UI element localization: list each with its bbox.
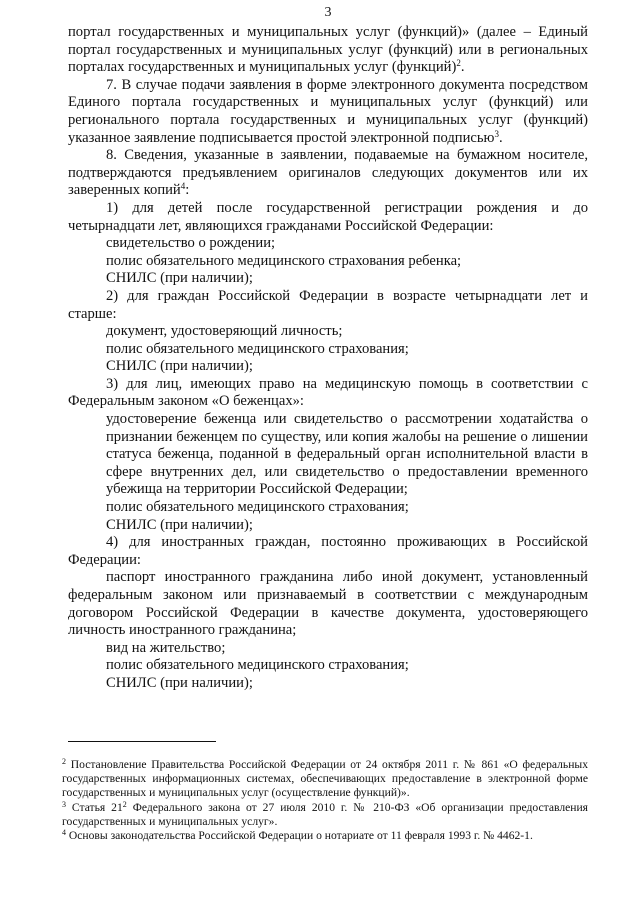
doc-item: СНИЛС (при наличии); <box>106 270 253 287</box>
footnote-ref-4[interactable]: 4 <box>180 181 186 192</box>
footnotes <box>62 758 588 843</box>
doc-item: СНИЛС (при наличии); <box>106 674 253 691</box>
doc-item: СНИЛС (при наличии); <box>106 516 253 533</box>
paragraph-7: 7. В случае подачи заявления в форме электронного документа посредством Единого портала государственных и муниципальных услуг (функций) или регионального портала государственных и муниципальных услуг (функций) указанное заявление подписывается простой электронной подписью$^3$. <box>68 76 588 146</box>
doc-item-refugee-certificate: удостоверение беженца или свидетельство о рассмотрении ходатайства о признании беженцем по существу, или копия жалобы на решение о лишении статуса беженца, поданной в федеральный орган исполнительной власти в сфере внутренних дел, или свидетельство о предоставлении временного убежища на территории Российской Федерации; <box>106 411 588 498</box>
footnote-ref-3[interactable]: 3 <box>494 128 499 139</box>
doc-item: полис обязательного медицинского страхования ребенка; <box>106 252 462 269</box>
paragraph-8: 8. Сведения, указанные в заявлении, подаваемые на бумажном носителе, подтверждаются предъявлением оригиналов следующих документов или их заверенных копий$^4$: <box>68 147 588 199</box>
doc-item: свидетельство о рождении; <box>106 235 276 252</box>
list-item-2: 2) для граждан Российской Федерации в возрасте четырнадцати лет и старше: <box>68 287 588 322</box>
footnote-3: $^3$ Статья $21^2$ Федерального закона от 27 июля 2010 г. № 210-ФЗ «Об организации предоставления государственных и муниципальных услуг». <box>62 799 588 828</box>
doc-item: СНИЛС (при наличии); <box>106 358 253 375</box>
doc-item: полис обязательного медицинского страхования; <box>106 499 409 516</box>
list-item-4: 4) для иностранных граждан, постоянно проживающих в Российской Федерации: <box>68 534 588 568</box>
paragraph-portal-continuation: портал государственных и муниципальных услуг (функций)» (далее – Единый портал государственных и муниципальных услуг (функций) или в региональных порталах государственных и муниципальных услуг (функций)$^2$. <box>68 24 588 76</box>
footnote-separator <box>68 741 216 742</box>
doc-item-foreign-passport: паспорт иностранного гражданина либо иной документ, установленный федеральным законом или признаваемый в соответствии с международным договором Российской Федерации в качестве документа, удостоверяющего личность иностранного гражданина; <box>68 569 588 639</box>
list-item-3: 3) для лиц, имеющих право на медицинскую помощь в соответствии с Федеральным законом «О беженцах»: <box>68 375 588 410</box>
footnote-4: $^4$ Основы законодательства Российской Федерации о нотариате от 11 февраля 1993 г. № 4462-1. <box>62 828 533 843</box>
page-number: 3 <box>324 5 332 20</box>
doc-item: полис обязательного медицинского страхования; <box>106 657 409 674</box>
doc-item: документ, удостоверяющий личность; <box>106 323 343 340</box>
footnote-ref-2[interactable]: 2 <box>456 58 461 69</box>
doc-item: вид на жительство; <box>106 639 226 656</box>
footnote-2: $^2$ Постановление Правительства Российской Федерации от 24 октября 2011 г. № 861 «О федеральных государственных информационных системах, обеспечивающих предоставление в электронной форме государственных и муниципальных услуг (осуществление функций)». <box>62 757 588 800</box>
list-item-1: 1) для детей после государственной регистрации рождения и до четырнадцати лет, являющихся гражданами Российской Федерации: <box>68 199 588 234</box>
doc-item: полис обязательного медицинского страхования; <box>106 340 409 357</box>
document-body <box>68 24 588 693</box>
